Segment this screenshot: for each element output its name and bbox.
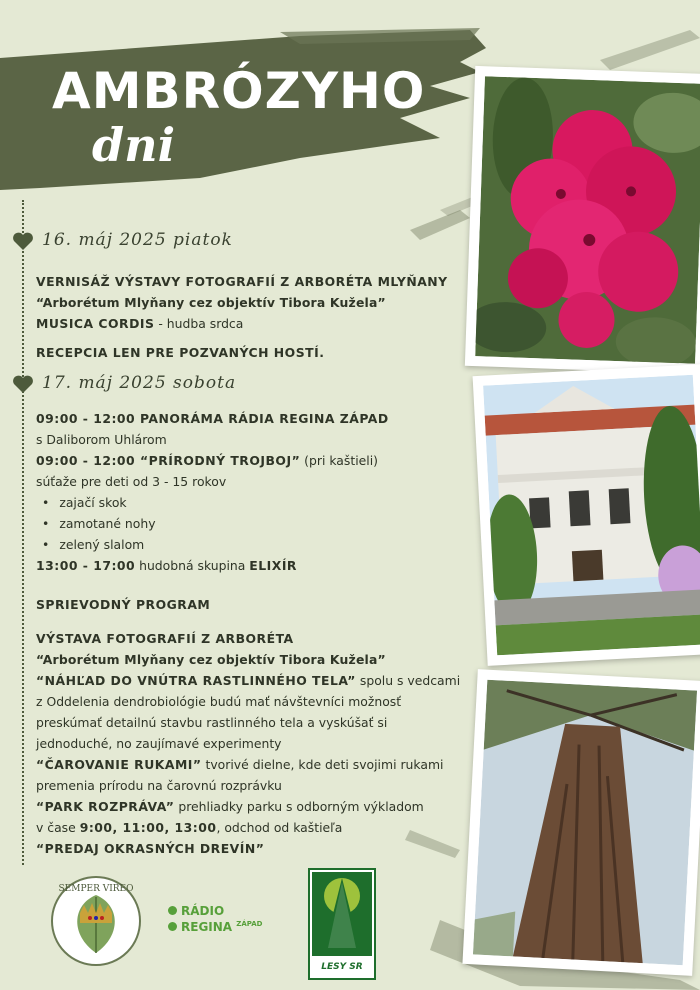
radio-line1: RÁDIO	[181, 904, 225, 918]
radio-line2: REGINA	[181, 920, 233, 934]
list-item: • zajačí skok	[36, 492, 476, 513]
lesy-tree-icon	[310, 870, 374, 958]
green-dot-icon	[168, 922, 177, 931]
semper-vireo-seal	[50, 875, 142, 967]
day2-section	[36, 408, 476, 576]
program-park-rest: prehliadky parku s odborným výkladom	[174, 799, 424, 814]
heart-icon	[12, 374, 34, 394]
day1-musica-desc: - hudba srdca	[154, 316, 244, 331]
program-park-title: “PARK ROZPRÁVA”	[36, 799, 175, 814]
day1-section	[36, 271, 476, 363]
day1-heading: 16. máj 2025 piatok	[42, 230, 233, 250]
day2-item3-time: 13:00 - 17:00	[36, 558, 136, 573]
program-view-line4: jednoduché, no zaujímavé experimenty	[36, 736, 282, 751]
program-heading: SPRIEVODNÝ PROGRAM	[36, 597, 211, 612]
tree-trunk-image	[473, 680, 697, 966]
seal-text: SEMPER VIREO	[58, 884, 134, 894]
program-exhibit-title: VÝSTAVA FOTOGRAFIÍ Z ARBORÉTA	[36, 631, 294, 646]
program-view-line3: preskúmať detailnú stavbu rastlinného tela a vyskúšať si	[36, 715, 388, 730]
green-dot-icon	[168, 906, 177, 915]
program-sale: “PREDAJ OKRASNÝCH DREVÍN”	[36, 841, 265, 856]
list-item: • zamotané nohy	[36, 513, 476, 534]
program-exhibit-sub: “Arborétum Mlyňany cez objektív Tibora Kužela”	[36, 652, 386, 667]
radio-zapad: ZÁPAD	[236, 920, 263, 928]
day2-heading: 17. máj 2025 sobota	[42, 373, 237, 393]
day2-item3-band: ELIXÍR	[249, 558, 297, 573]
rhododendron-image	[475, 76, 700, 364]
page-subtitle: dni	[92, 118, 176, 172]
day2-item2-sub: súťaže pre deti od 3 - 15 rokov	[36, 474, 227, 489]
page-title: AMBRÓZYHO	[52, 62, 426, 120]
day2-games-list	[36, 492, 476, 555]
day1-musica-cordis: MUSICA CORDIS	[36, 316, 155, 331]
photo-manor-house	[473, 364, 700, 666]
day2-item2-note: (pri kaštieli)	[300, 453, 378, 468]
photo-rhododendron	[465, 66, 700, 374]
timeline-dotted-line	[22, 200, 24, 865]
day1-exhibit-subtitle: “Arborétum Mlyňany cez objektív Tibora Kužela”	[36, 295, 386, 310]
program-park-time-label: v čase	[36, 820, 80, 835]
day2-item3-desc: hudobná skupina	[135, 558, 250, 573]
day1-reception: RECEPCIA LEN PRE POZVANÝCH HOSTÍ.	[36, 345, 325, 360]
program-view-rest: spolu s vedcami	[355, 673, 461, 688]
lesy-sr-logo	[308, 868, 376, 980]
program-view-line2: z Oddelenia dendrobiológie budú mať návštevníci možnosť	[36, 694, 402, 709]
program-magic-line2: premenia prírodu na čarovnú rozprávku	[36, 778, 282, 793]
program-park-departure: , odchod od kaštieľa	[216, 820, 343, 835]
day1-vernissage: VERNISÁŽ VÝSTAVY FOTOGRAFIÍ Z ARBORÉTA MLYŇANY	[36, 274, 448, 289]
program-view-title: “NÁHĽAD DO VNÚTRA RASTLINNÉHO TELA”	[36, 673, 356, 688]
heart-icon	[12, 231, 34, 251]
program-park-times: 9:00, 11:00, 13:00	[79, 820, 217, 835]
program-magic-rest: tvorivé dielne, kde deti svojimi rukami	[201, 757, 444, 772]
list-item: • zelený slalom	[36, 534, 476, 555]
radio-regina-logo	[168, 904, 263, 934]
lesy-label: LESY SR	[321, 962, 363, 972]
day2-item2: 09:00 - 12:00 “PRÍRODNÝ TROJBOJ”	[36, 453, 301, 468]
manor-house-image	[483, 375, 700, 656]
program-magic-title: “ČAROVANIE RUKAMI”	[36, 757, 202, 772]
day2-item1-sub: s Daliborom Uhlárom	[36, 432, 167, 447]
photo-tree-trunk	[462, 669, 700, 976]
day2-item1: 09:00 - 12:00 PANORÁMA RÁDIA REGINA ZÁPAD	[36, 411, 389, 426]
